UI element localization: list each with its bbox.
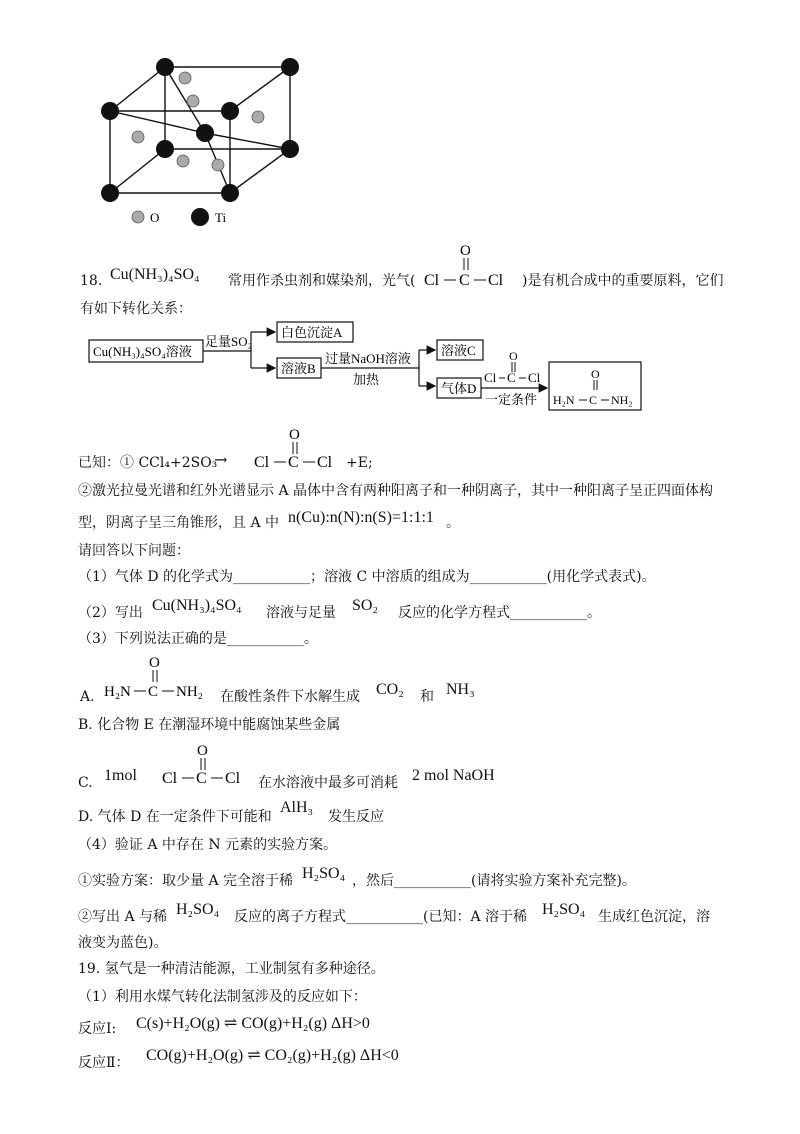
q18-part4-1-h2so4: H₂SO₄ <box>302 865 346 882</box>
option-a-text: 在酸性条件下水解生成 <box>220 689 360 705</box>
flow-arrow1-label: 足量SO₂ <box>205 334 253 349</box>
svg-text:C: C <box>148 684 159 700</box>
phosgene-structure-option-c <box>160 740 250 790</box>
q18-part3: （3）下列说法正确的是___________。 <box>78 631 318 647</box>
reaction2-label: 反应Ⅱ： <box>78 1055 130 1071</box>
svg-text:C: C <box>196 770 207 787</box>
q18-part4-2a: ②写出 A 与稀 <box>78 909 168 925</box>
q19-intro: 19. 氢气是一种清洁能源，工业制氢有多种途径。 <box>78 961 385 977</box>
q18-part2-c: 反应的化学方程式___________。 <box>398 605 601 621</box>
legend-o-marker <box>132 211 144 223</box>
known1-a: 已知：① CCl₄+2SO₃ <box>78 455 218 471</box>
legend-o-label: O <box>150 210 160 225</box>
svg-text:O: O <box>197 743 208 759</box>
q18-part4-2-h2so4-b: H₂SO₄ <box>542 901 586 918</box>
svg-text:O: O <box>460 243 471 259</box>
svg-text:Cl: Cl <box>528 370 541 385</box>
option-a-co2: CO₂ <box>376 681 404 698</box>
q18-intro-b: )是有机合成中的重要原料，它们 <box>522 273 724 289</box>
flow-white-ppt: 白色沉淀A <box>281 325 343 340</box>
q18-part2-so2: SO₂ <box>352 597 379 614</box>
q18-part4-2d: 液变为蓝色)。 <box>78 935 168 951</box>
svg-text:O: O <box>289 427 300 443</box>
q18-part4-2c: 生成红色沉淀，溶 <box>598 909 710 925</box>
svg-text:H₂N: H₂N <box>104 684 131 700</box>
q18-part4-2b: 反应的离子方程式___________(已知：A 溶于稀 <box>234 909 528 925</box>
legend-ti-marker <box>191 208 209 226</box>
svg-text:Cl: Cl <box>162 770 178 787</box>
q18-part2-b: 溶液与足量 <box>266 605 336 621</box>
option-d-a: D. 气体 D 在一定条件下可能和 <box>78 809 272 825</box>
q18-part4-1a: ①实验方案：取少量 A 完全溶于稀 <box>78 873 294 889</box>
svg-text:O: O <box>509 349 518 363</box>
svg-text:O: O <box>149 655 160 671</box>
q18-compound: Cu(NH₃)₄SO₄ <box>110 266 200 283</box>
svg-text:C: C <box>507 370 516 385</box>
svg-text:O: O <box>591 367 600 381</box>
option-a-label: A. <box>80 689 95 705</box>
option-d-alh3: AlH₃ <box>280 799 314 816</box>
flow-arrow3-bottom: 一定条件 <box>485 392 538 407</box>
option-b: B. 化合物 E 在潮湿环境中能腐蚀某些金属 <box>78 717 341 733</box>
phosgene-structure-known <box>252 424 342 474</box>
option-a-and: 和 <box>420 689 434 705</box>
svg-text:Cl: Cl <box>225 770 241 787</box>
known2-a: ②激光拉曼光谱和红外光谱显示 A 晶体中含有两种阳离子和一种阴离子，其中一种阳离子呈正四面体构 <box>78 483 714 499</box>
reaction1-label: 反应Ⅰ: <box>78 1021 117 1037</box>
urea-structure-option-a <box>102 652 214 702</box>
known2-b: 型，阴离子呈三角锥形，且 A 中 <box>78 515 280 531</box>
svg-text:Cl: Cl <box>488 272 504 289</box>
ratio: n(Cu):n(N):n(S)=1:1:1 <box>288 509 434 526</box>
q18-part2-compound: Cu(NH₃)₄SO₄ <box>152 597 242 614</box>
flow-start: Cu(NH₃)₄SO₄溶液 <box>93 344 192 359</box>
crystal-lattice-figure <box>90 45 320 230</box>
option-c-text: 在水溶液中最多可消耗 <box>258 775 398 791</box>
svg-text:C: C <box>459 272 470 289</box>
option-a-nh3: NH₃ <box>446 681 475 698</box>
known1-arrow: → <box>214 450 228 469</box>
flow-arrow2-top: 过量NaOH溶液 <box>325 351 411 366</box>
q18-intro-c: 有如下转化关系： <box>80 301 192 317</box>
svg-text:Cl: Cl <box>424 272 440 289</box>
q18-part4-1b: ，然后___________(请将实验方案补充完整)。 <box>352 873 636 889</box>
option-c-label: C. <box>78 775 93 791</box>
conversion-flowchart <box>85 318 655 418</box>
flow-arrow2-bottom: 加热 <box>353 372 380 387</box>
svg-text:NH₂: NH₂ <box>611 393 633 407</box>
q18-intro-a: 常用作杀虫剂和媒染剂，光气( <box>228 273 416 289</box>
flow-solution-c: 溶液C <box>441 343 476 358</box>
q18-part2-a: （2）写出 <box>78 605 143 621</box>
svg-text:C: C <box>589 393 598 407</box>
reaction1-equation: C(s)+H₂O(g) ⇌ CO(g)+H₂(g) ΔH>0 <box>136 1015 370 1032</box>
option-c-naoh: 2 mol NaOH <box>412 767 495 784</box>
q18-part4-2-h2so4: H₂SO₄ <box>176 901 220 918</box>
svg-text:H₂N: H₂N <box>553 393 575 407</box>
option-d-b: 发生反应 <box>328 809 384 825</box>
svg-text:Cl: Cl <box>254 454 270 471</box>
option-c-mol: 1mol <box>104 767 137 784</box>
q19-part1: （1）利用水煤气转化法制氢涉及的反应如下： <box>78 989 367 1005</box>
reaction2-equation: CO(g)+H₂O(g) ⇌ CO₂(g)+H₂(g) ΔH<0 <box>146 1047 399 1064</box>
phosgene-structure-intro <box>420 240 520 290</box>
svg-text:NH₂: NH₂ <box>176 684 203 700</box>
q18-number: 18. <box>80 273 103 289</box>
answer-prompt: 请回答以下问题： <box>78 543 190 559</box>
known1-b: +E; <box>346 455 373 471</box>
flow-solution-b: 溶液B <box>281 361 316 376</box>
legend-ti-label: Ti <box>215 210 227 225</box>
q18-part1: （1）气体 D 的化学式为___________；溶液 C 中溶质的组成为___________(用化学式表式)。 <box>78 569 656 585</box>
svg-text:Cl: Cl <box>317 454 333 471</box>
svg-text:Cl: Cl <box>484 370 497 385</box>
svg-text:C: C <box>288 454 299 471</box>
q18-part4: （4）验证 A 中存在 N 元素的实验方案。 <box>78 837 338 853</box>
flow-gas-d: 气体D <box>441 381 477 396</box>
ratio-period: 。 <box>446 515 460 531</box>
